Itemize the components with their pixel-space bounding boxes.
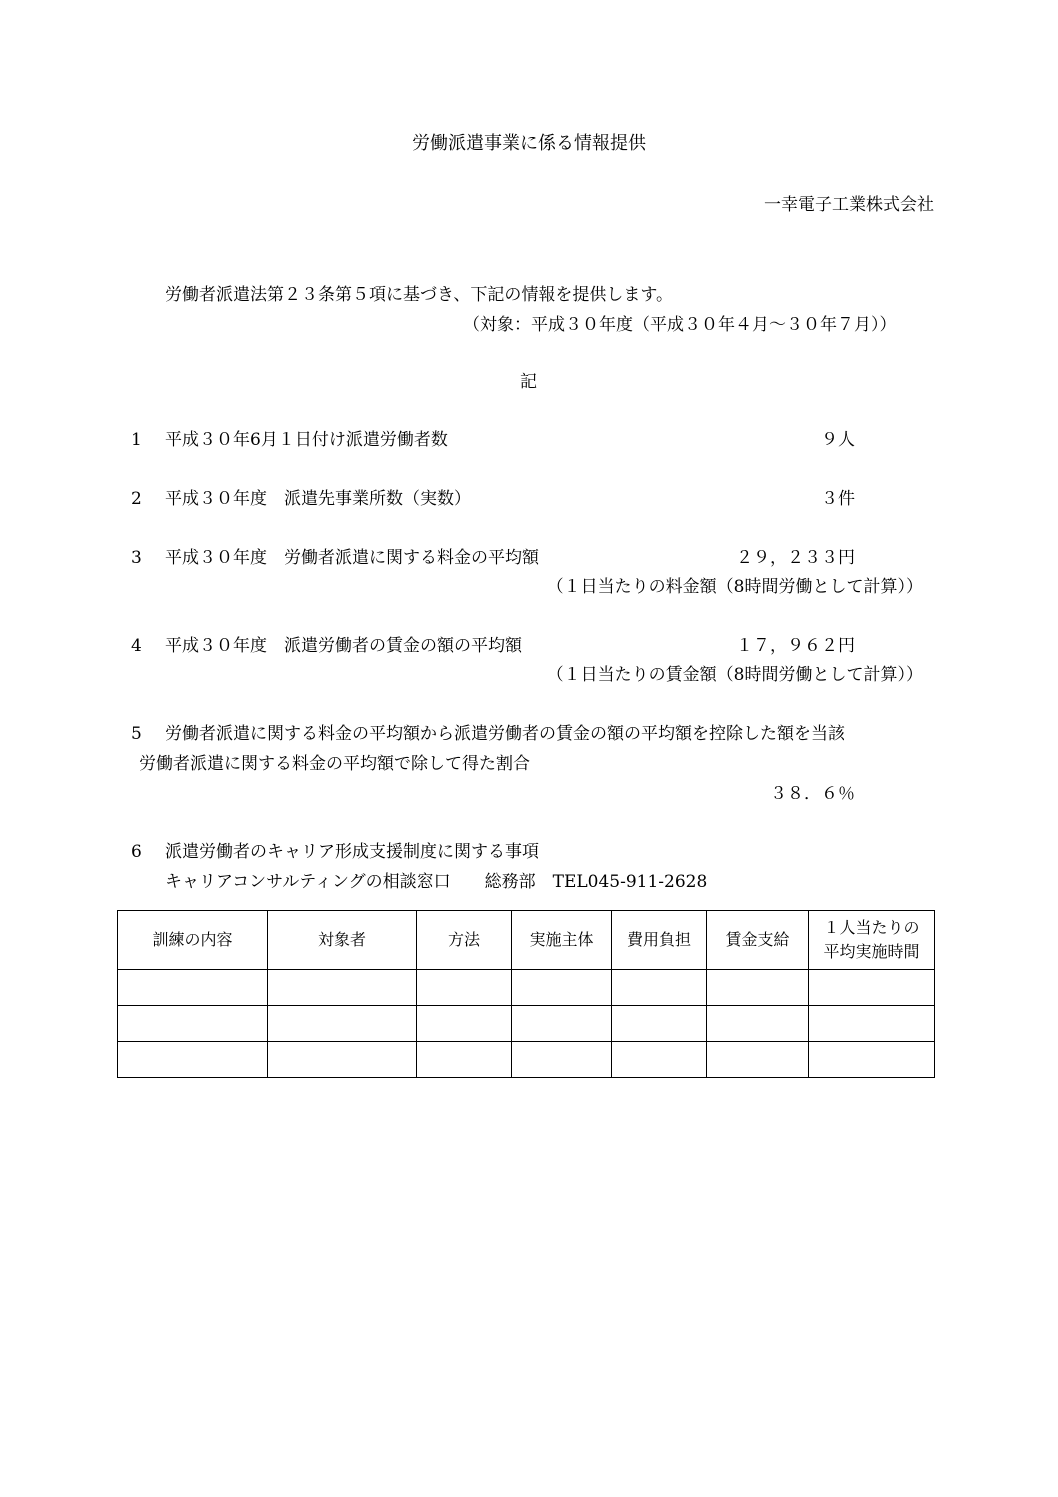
company-name: 一幸電子工業株式会社 [764, 195, 934, 215]
table-cell [809, 1042, 935, 1078]
header-cost-burden: 費用負担 [612, 911, 707, 970]
table-cell [268, 1006, 417, 1042]
item-6-number: 6 [131, 842, 142, 862]
header-organizer: 実施主体 [512, 911, 612, 970]
item-1-value: ９人 [821, 430, 855, 450]
table-cell [512, 1006, 612, 1042]
table-cell [417, 1042, 512, 1078]
header-target: 対象者 [268, 911, 417, 970]
header-avg-hours-line2: 平均実施時間 [823, 942, 920, 961]
header-avg-hours [809, 911, 935, 970]
item-5-text-line2: 労働者派遣に関する料金の平均額で除して得た割合 [139, 754, 530, 774]
item-3-note: （１日当たりの料金額（8時間労働として計算）） [546, 577, 923, 597]
page-title: 労働派遣事業に係る情報提供 [412, 133, 646, 154]
header-training-content: 訓練の内容 [118, 911, 268, 970]
item-2-value: ３件 [821, 489, 855, 509]
item-3-number: 3 [131, 548, 142, 568]
intro-text: 労働者派遣法第２３条第５項に基づき、下記の情報を提供します。 [165, 285, 673, 305]
table-header-row [118, 911, 935, 970]
item-4-text: 平成３０年度 派遣労働者の賃金の額の平均額 [165, 636, 522, 656]
item-6-text: 派遣労働者のキャリア形成支援制度に関する事項 [165, 842, 539, 862]
table-cell [612, 1006, 707, 1042]
table-cell [512, 970, 612, 1006]
period-text: （対象：平成３０年度（平成３０年４月～３０年７月）） [463, 315, 897, 335]
table-cell [268, 970, 417, 1006]
item-3-value: ２９，２３３円 [736, 548, 855, 568]
table-cell [417, 1006, 512, 1042]
header-wage-payment: 賃金支給 [707, 911, 809, 970]
table-cell [707, 1006, 809, 1042]
item-4-note: （１日当たりの賃金額（8時間労働として計算）） [546, 665, 923, 685]
item-5-value: ３８．６％ [770, 784, 855, 804]
item-4-value: １７，９６２円 [736, 636, 855, 656]
item-2-number: 2 [131, 489, 142, 509]
table-cell [612, 1042, 707, 1078]
table-row [118, 1006, 935, 1042]
item-6-contact: キャリアコンサルティングの相談窓口 総務部 TEL045-911-2628 [165, 872, 708, 892]
item-1-number: 1 [131, 430, 142, 450]
table-cell [417, 970, 512, 1006]
table-cell [809, 970, 935, 1006]
table-cell [707, 1042, 809, 1078]
table-cell [118, 1042, 268, 1078]
table-cell [118, 1006, 268, 1042]
item-5-number: 5 [131, 724, 142, 744]
table-cell [118, 970, 268, 1006]
item-5-text-line1: 労働者派遣に関する料金の平均額から派遣労働者の賃金の額の平均額を控除した額を当該 [165, 724, 845, 744]
table-cell [707, 970, 809, 1006]
item-3-text: 平成３０年度 労働者派遣に関する料金の平均額 [165, 548, 539, 568]
item-2-text: 平成３０年度 派遣先事業所数（実数） [165, 489, 471, 509]
table-cell [268, 1042, 417, 1078]
table-cell [612, 970, 707, 1006]
header-method: 方法 [417, 911, 512, 970]
table-cell [809, 1006, 935, 1042]
training-table [117, 910, 935, 1078]
header-avg-hours-line1: １人当たりの [823, 918, 920, 937]
table-row [118, 970, 935, 1006]
ki-heading: 記 [520, 372, 537, 392]
table-row [118, 1042, 935, 1078]
item-4-number: 4 [131, 636, 142, 656]
table-cell [512, 1042, 612, 1078]
item-1-text: 平成３０年6月１日付け派遣労働者数 [165, 430, 448, 450]
